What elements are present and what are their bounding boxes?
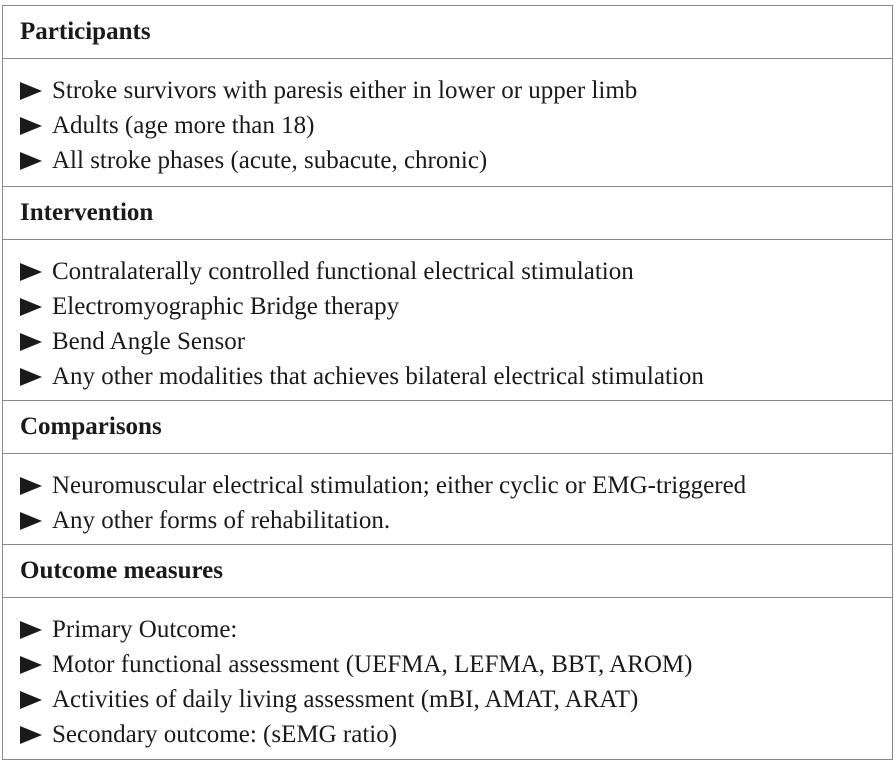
list-item <box>20 143 892 178</box>
triangle-bullet-icon <box>20 656 42 674</box>
section-items <box>3 454 892 545</box>
list-item <box>20 289 892 324</box>
triangle-bullet-icon <box>20 691 42 709</box>
triangle-bullet-icon <box>20 263 42 281</box>
list-item-text: All stroke phases (acute, subacute, chronic) <box>52 147 488 174</box>
list-item-text: Electromyographic Bridge therapy <box>52 293 400 320</box>
list-item-text: Any other modalities that achieves bilateral electrical stimulation <box>52 363 704 390</box>
section-intervention <box>3 187 892 401</box>
section-title: Participants <box>3 6 892 59</box>
section-outcome-measures <box>3 545 892 759</box>
list-item <box>20 359 892 394</box>
list-item-text: Primary Outcome: <box>52 616 238 643</box>
triangle-bullet-icon <box>20 82 42 100</box>
triangle-bullet-icon <box>20 477 42 495</box>
triangle-bullet-icon <box>20 368 42 386</box>
section-title: Intervention <box>3 187 892 240</box>
triangle-bullet-icon <box>20 726 42 744</box>
list-item-text: Stroke survivors with paresis either in lower or upper limb <box>52 77 638 104</box>
list-item-text: Neuromuscular electrical stimulation; either cyclic or EMG-triggered <box>52 472 747 499</box>
list-item <box>20 612 892 647</box>
section-title: Comparisons <box>3 401 892 454</box>
list-item <box>20 682 892 717</box>
list-item-text: Activities of daily living assessment (mBI, AMAT, ARAT) <box>52 686 639 713</box>
section-participants <box>3 6 892 187</box>
section-comparisons <box>3 401 892 545</box>
list-item-text: Any other forms of rehabilitation. <box>52 507 391 534</box>
triangle-bullet-icon <box>20 152 42 170</box>
section-title: Outcome measures <box>3 545 892 598</box>
list-item <box>20 468 892 503</box>
triangle-bullet-icon <box>20 512 42 530</box>
list-item <box>20 324 892 359</box>
list-item-text: Adults (age more than 18) <box>52 112 315 139</box>
list-item <box>20 108 892 143</box>
list-item <box>20 717 892 752</box>
list-item <box>20 73 892 108</box>
section-items <box>3 240 892 401</box>
list-item-text: Contralaterally controlled functional electrical stimulation <box>52 258 634 285</box>
triangle-bullet-icon <box>20 298 42 316</box>
list-item <box>20 254 892 289</box>
list-item-text: Motor functional assessment (UEFMA, LEFMA, BBT, AROM) <box>52 651 693 678</box>
pico-criteria-table <box>2 5 893 760</box>
list-item <box>20 647 892 682</box>
section-items <box>3 59 892 187</box>
triangle-bullet-icon <box>20 621 42 639</box>
section-items <box>3 598 892 759</box>
list-item-text: Secondary outcome: (sEMG ratio) <box>52 721 398 748</box>
triangle-bullet-icon <box>20 333 42 351</box>
list-item <box>20 503 892 538</box>
triangle-bullet-icon <box>20 117 42 135</box>
list-item-text: Bend Angle Sensor <box>52 328 246 355</box>
